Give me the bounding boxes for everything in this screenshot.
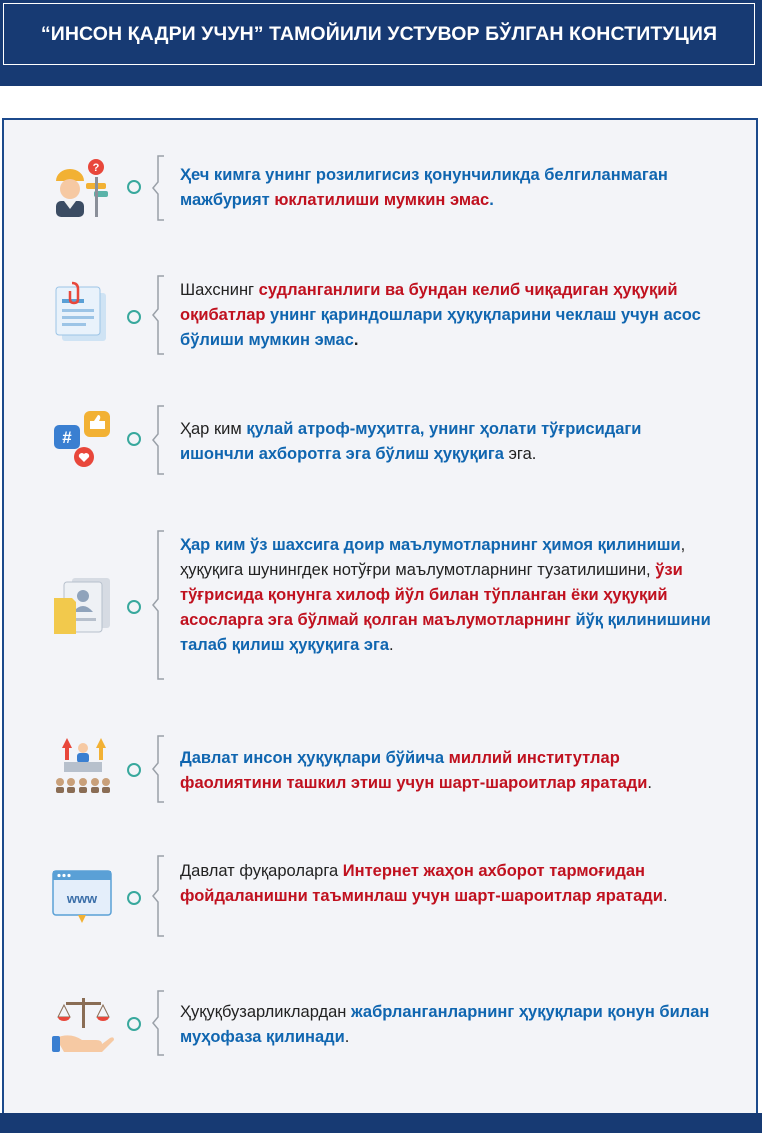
item-text: Давлат инсон ҳуқуқлари бўйича миллий институтлар фаолиятини ташкил этиш учун шарт-шароитлар яратади. (180, 749, 652, 792)
item-text: Ҳар ким ўз шахсига доир маълумотларнинг ҳимоя қилиниши, ҳуқуқига шунингдек нотўғри маълумотларнинг тузатилишини, ўзи тўғрисида қонунга хилоф йўл билан тўпланган ёки ҳуқуқий асосларга эга бўлмай қолган маълумотларнинг йўқ қилинишини талаб қилиш ҳуқуқига эга. (180, 536, 711, 654)
footer-bar (0, 1113, 762, 1133)
institution-meeting-icon (50, 730, 116, 796)
svg-text:?: ? (92, 162, 100, 174)
svg-text:#: # (62, 428, 72, 447)
list-item (0, 405, 762, 475)
www-browser-icon (50, 863, 116, 929)
justice-scales-hand-icon (50, 990, 116, 1056)
bracket-divider (152, 530, 166, 680)
bullet-marker (127, 432, 141, 446)
social-media-icon (50, 405, 116, 471)
list-item (0, 530, 762, 685)
item-text: Ҳеч кимга унинг розилигисиз қонунчиликда белгиланмаган мажбурият юклатилиши мумкин эмас. (180, 166, 668, 209)
documents-icon (50, 281, 116, 347)
worker-question-icon (50, 155, 116, 221)
svg-text:www: www (66, 891, 98, 906)
list-item (0, 275, 762, 355)
bracket-divider (152, 990, 166, 1056)
list-item (0, 855, 762, 940)
bracket-divider (152, 155, 166, 221)
bullet-marker (127, 1017, 141, 1031)
list-item (0, 155, 762, 225)
bullet-marker (127, 600, 141, 614)
header-bar (0, 0, 762, 86)
item-text: Ҳуқуқбузарликлардан жабрланганларнинг ҳуқуқлари қонун билан муҳофаза қилинади. (180, 1003, 710, 1046)
page-title: “ИНСОН ҚАДРИ УЧУН” ТАМОЙИЛИ УСТУВОР БЎЛГАН КОНСТИТУЦИЯ (3, 3, 755, 65)
bracket-divider (152, 735, 166, 803)
item-text: Шахснинг судланганлиги ва бундан келиб чиқадиган ҳуқуқий оқибатлар унинг қариндошлари ҳуқуқларини чеклаш учун асос бўлиши мумкин эмас. (180, 281, 701, 349)
list-item (0, 990, 762, 1058)
bullet-marker (127, 180, 141, 194)
bullet-marker (127, 763, 141, 777)
bracket-divider (152, 855, 166, 937)
bracket-divider (152, 405, 166, 475)
bracket-divider (152, 275, 166, 355)
list-item (0, 735, 762, 805)
bullet-marker (127, 891, 141, 905)
bullet-marker (127, 310, 141, 324)
item-text: Давлат фуқароларга Интернет жаҳон ахборот тармоғидан фойдаланишни таъминлаш учун шарт-шароитлар яратади. (180, 862, 668, 905)
item-text: Ҳар ким қулай атроф-муҳитга, унинг ҳолати тўғрисидаги ишончли ахборотга эга бўлиш ҳуқуқига эга. (180, 420, 642, 463)
personal-file-icon (50, 572, 116, 638)
